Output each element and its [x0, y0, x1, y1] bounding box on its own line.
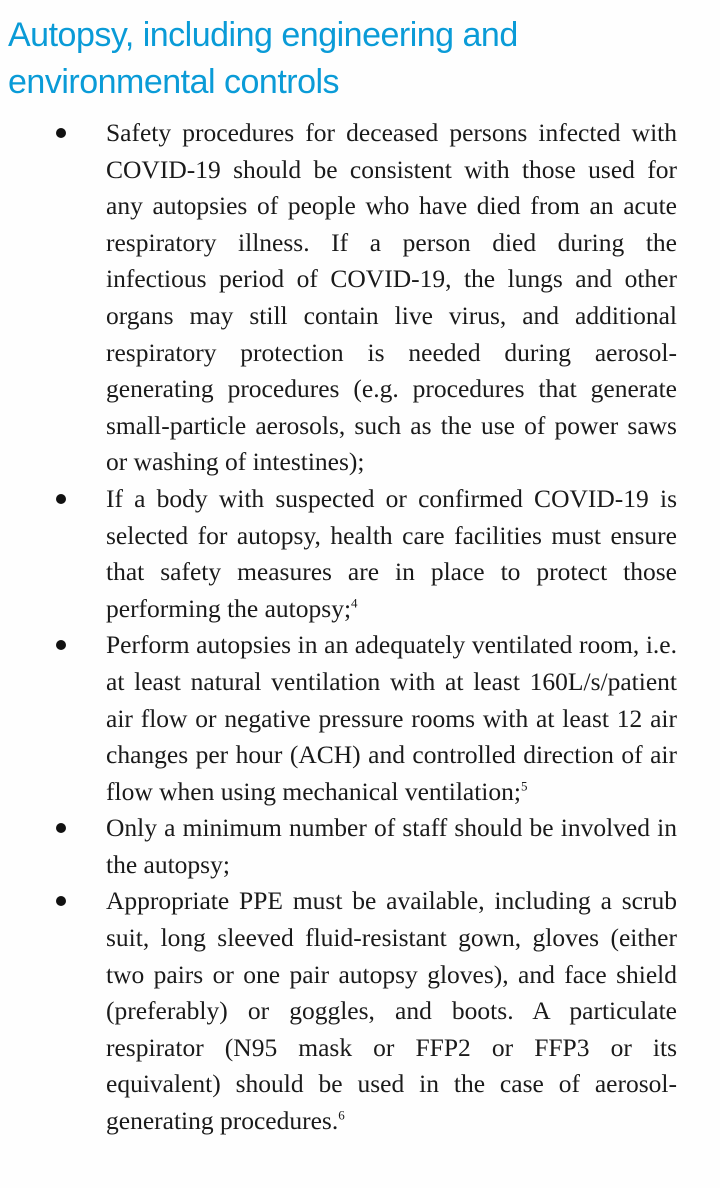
bullet-item — [0, 481, 720, 627]
section-heading — [8, 12, 708, 106]
bullet-item — [0, 883, 720, 1139]
bullet-text: Only a minimum number of staff should be involved in the autopsy; — [106, 813, 677, 879]
section-heading-line-2: environmental controls — [8, 63, 340, 101]
bullet-text: Appropriate PPE must be available, including a scrub suit, long sleeved fluid-resistant gown, gloves (either two pairs or one pair autopsy gloves), and face shield (preferably) or goggles, and boots. A particulate respirator (N95 mask or FFP2 or FFP3 or its equivalent) should be used in the case of aerosol-generating procedures. — [106, 886, 677, 1136]
bullet-text: Perform autopsies in an adequately ventilated room, i.e. at least natural ventilation with at least 160L/s/patient air flow or negative pressure rooms with at least 12 air changes per hour (ACH) and controlled direction of air flow when using mechanical ventilation; — [106, 630, 677, 806]
bullet-item — [0, 627, 720, 810]
bullet-item — [0, 810, 720, 883]
footnote-marker: 6 — [338, 1107, 345, 1123]
bullet-list — [0, 115, 720, 1140]
bullet-dot-icon — [56, 896, 66, 906]
footnote-marker: 4 — [351, 595, 358, 611]
bullet-dot-icon — [56, 128, 66, 138]
bullet-dot-icon — [56, 823, 66, 833]
footnote-marker: 5 — [520, 778, 528, 794]
bullet-text: If a body with suspected or confirmed COVID-19 is selected for autopsy, health care facilities must ensure that safety measures are in place to protect those performing the autopsy; — [106, 483, 677, 623]
bullet-item — [0, 115, 720, 481]
bullet-text: Safety procedures for deceased persons infected with COVID-19 should be consistent with those used for any autopsies of people who have died from an acute respiratory illness. If a person died during the infectious period of COVID-19, the lungs and other organs may still contain live virus, and additional respiratory protection is needed during aerosol-generating procedures (e.g. procedures that generate small-particle aerosols, such as the use of power saws or washing of intestines); — [106, 118, 677, 477]
bullet-dot-icon — [56, 494, 66, 504]
bullet-dot-icon — [56, 640, 66, 650]
section-heading-line-1: Autopsy, including engineering and — [8, 16, 518, 54]
